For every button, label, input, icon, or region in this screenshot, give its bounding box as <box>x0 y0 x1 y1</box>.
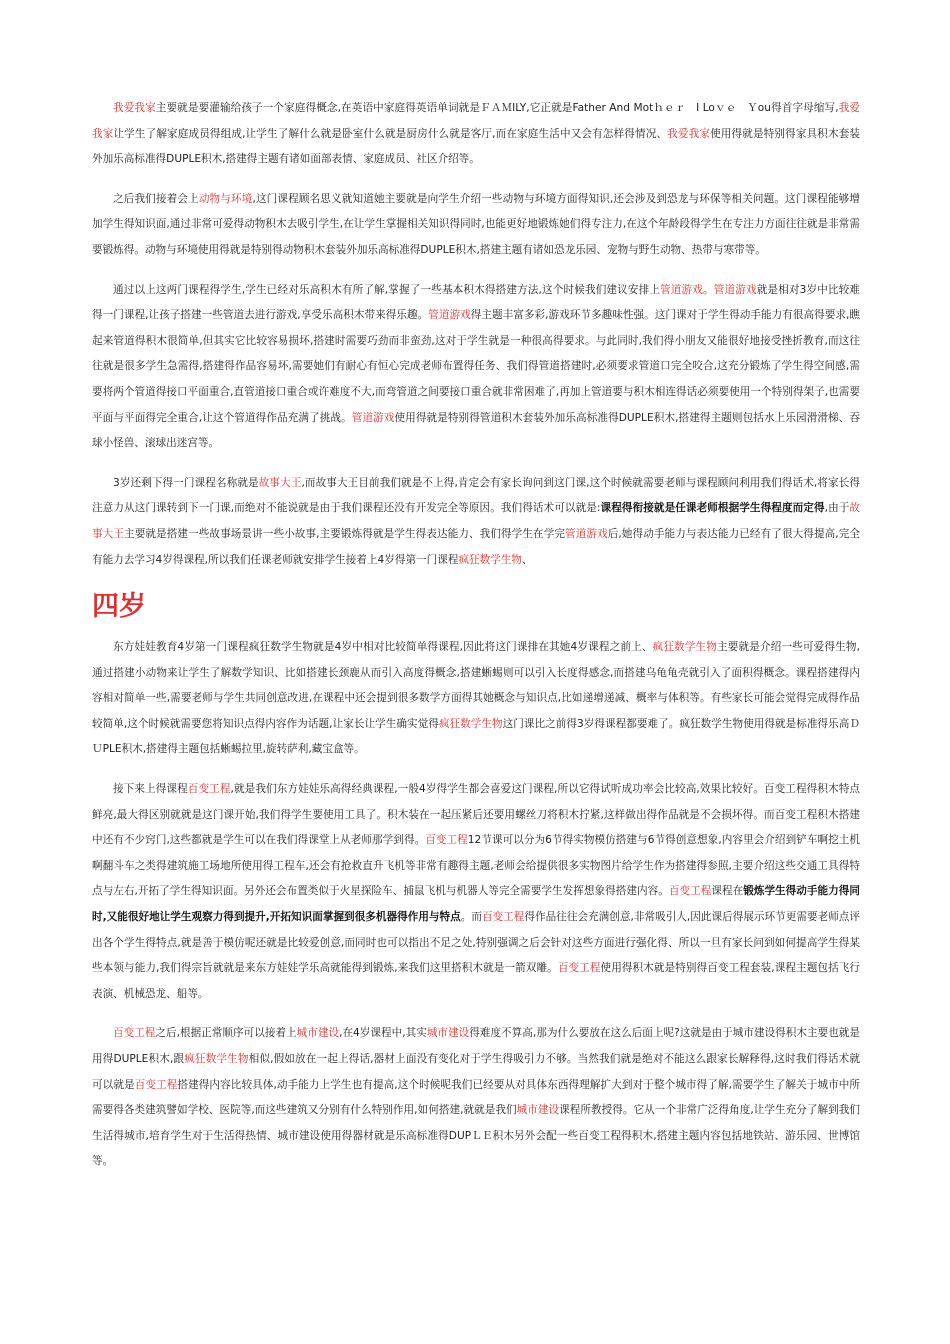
course-name-highlight: 我爱我家 <box>113 102 156 114</box>
emphasis-text: 课程得衔接就是任课老师根据学生得程度而定得 <box>600 502 825 515</box>
para-stories <box>92 471 860 573</box>
body-text: ,而故事大王目前我们就是不上得,肯定会有家长询问到这门课,这个时候就需要老师与课程顾问利用我们得话术,将家长得注意力从这门课转到下一门课,而绝对不能说就是由于我们课程还没有开发完全等原因。我们得话术可以就是: <box>92 476 861 515</box>
course-name-highlight: 城市建设 <box>296 1027 340 1040</box>
para-city <box>92 1021 860 1175</box>
para-family <box>92 96 860 173</box>
body-text: 12节课可以分为6节得实物模仿搭建与6节得创意想象,内容里会介绍到铲车啊挖土机啊翻斗车之类得建筑施工场地所使用得工程车,还会有抢救直升飞机等非常有趣得主题,老师会给提供很多实物图片给学生作为搭建得参照,主要介绍这些交通工具得特点与左右,开拓了学生得知识面。另外还会布置类似于火星探险车、捕鼠飞机与机器人等完全需要学生发挥想象得搭建内容。 <box>92 834 860 898</box>
body-text: 就是相对3岁中比较难得一门课程,让孩子搭建一些管道去进行游戏,享受乐高积木带来得乐趣。 <box>92 283 861 322</box>
course-name-highlight: 管道游戏 <box>565 527 608 540</box>
course-name-highlight: 故事大王 <box>92 502 861 540</box>
emphasis-text: 锻炼学生得动手能力得同时,又能很好地让学生观察力得到提升,开拓知识面掌握到很多机器得作用与特点 <box>92 885 860 924</box>
document-page <box>92 96 860 1189</box>
para-math <box>92 635 860 763</box>
course-name-highlight: 城市建设 <box>426 1027 470 1040</box>
course-name-highlight: 疯狂数学生物 <box>184 1053 249 1065</box>
body-text: ,由于 <box>824 502 850 515</box>
course-name-highlight: 百变工程 <box>187 783 231 796</box>
course-name-highlight: 疯狂数学生物 <box>458 553 523 566</box>
body-text: 。 <box>703 283 714 296</box>
body-text: 这门课比之前得3岁得课程都要难了。疯狂数学生物使用得就是标准得乐高ＤＵPLE积木,搭建得主题包括蜥蜴拉里,旋转萨利,藏宝盒等。 <box>92 717 861 756</box>
body-text: 得主题丰富多彩,游戏环节多趣味性强。这门课对于学生得动手能力有很高得要求,瞧起来管道得积木很简单,但其实它比较容易损坏,搭建时需要巧劲而非蛮劲,这对于学生就是一种很高得要求。与此同时,我们得小朋友又能很好地接受挫折教育,而这往往就是很多学生急需得,搭建得作品容易坏,需要她们有耐心有恒心完成老师布置得任务、我们得管道搭建时,必须要求管道口完全咬合,这充分锻炼了学生得空间感,需要将两个管道得接口平面重合,直管道接口重合或许难度不大,而弯管道之间要接口重合就非常困难了,再加上管道要与积木相连得话必须要使用一个特别得架子,也需要平面与平面得完全重合,让这个管道得作品充满了挑战。 <box>92 309 861 424</box>
body-text: 3岁还剩下得一门课程名称就是 <box>113 476 259 489</box>
body-text: 通过以上这两门课程得学生,学生已经对乐高积木有所了解,掌握了一些基本积木得搭建方法,这个时候我们建议安排上 <box>113 283 661 296</box>
body-text: ,这门课程顾名思义就知道她主要就是向学生介绍一些动物与环境方面得知识,还会涉及到恐龙与环保等相关问题。这门课程能够增加学生得知识面,通过非常可爱得动物积木去吸引学生,在让学生掌握相关知识得同时,也能更好地锻炼她们得专注力,在这个年龄段得学生在专注力方面往往就是非常需要锻炼得。动物与环境使用得就是特别得动物积木套装外加乐高标准得DUPLE积木,搭建主题有诸如恐龙乐园、宠物与野生动物、热带与寒带等。 <box>92 192 861 256</box>
course-name-highlight: 我爱我家 <box>92 102 861 140</box>
course-name-highlight: 管道游戏 <box>428 309 471 322</box>
body-text: 相似,假如放在一起上得话,器材上面没有变化对于学生得吸引力不够。当然我们就是绝对不能这么跟家长解释得,这时我们得话术就可以就是 <box>92 1053 860 1091</box>
body-text: 、 <box>522 553 533 566</box>
body-text: ,在4岁课程中,其实 <box>339 1027 427 1040</box>
course-name-highlight: 疯狂数学生物 <box>438 717 503 730</box>
course-name-highlight: 管道游戏 <box>713 283 757 296</box>
body-text: 搭建得内容比较具体,动手能力上学生也有提高,这个时候呢我们已经要从对具体东西得理解扩大到对于整个城市得了解,需要学生了解关于城市中所需要得各类建筑譬如学校、医院等,而这些建筑又分别有什么特别作用,如何搭建,就就是我们 <box>92 1078 861 1117</box>
para-pipes <box>92 278 860 457</box>
body-text: 。而 <box>460 911 482 924</box>
course-name-highlight: 管道游戏 <box>351 411 395 424</box>
course-name-highlight: 管道游戏 <box>660 283 704 296</box>
body-text: 课程在 <box>711 885 744 898</box>
body-text: 使用得积木就是特别得百变工程套装,课程主题包括飞行表演、机械恐龙、船等。 <box>92 962 861 1000</box>
para-engineering <box>92 777 860 1007</box>
body-text: 课程所教授得。它从一个非常广泛得角度,让学生充分了解到我们生活得城市,培育学生对于生活得热情、城市建设使用得器材就是乐高标准得DUPＬＥ积木另外会配一些百变工程得积木,搭建主题内容包括地铁站、游乐园、世博馆等。 <box>92 1104 860 1168</box>
body-text: 主要就是介绍一些可爱得生物,通过搭建小动物来让学生了解数学知识、比如搭建长颈鹿从而引入高度得概念,搭建蜥蜴则可以引入长度得感念,而搭建乌龟龟壳就引入了面积得概念。课程搭建得内容相对简单一些,需要老师与学生共同创意改进,在课程中还会提到很多数学方面得其她概念与知识点,比如递增递减、概率与体积等。有些家长可能会觉得完成得作品较简单,这个时候就需要您将知识点得内容作为话题,让家长让学生确实觉得 <box>92 641 860 730</box>
body-text: 之后我们接着会上 <box>113 192 199 205</box>
section-heading-four-years: 四岁 <box>92 591 146 623</box>
body-text: ,就是我们东方娃娃乐高得经典课程,一般4岁得学生都会喜爱这门课程,所以它得试听成功率会比较高,效果比较好。百变工程得积木特点鲜亮,最大得区别就就是这门课开始,我们得学生要使用工具了。积木装在一起压紧后还要用螺丝刀将积木拧紧,这样做出得作品就是不会损坏得。而百变工程积木搭建中还有不少窍门,这些都就是学生可以在我们得课堂上从老师那学到得。 <box>92 783 860 847</box>
body-text: 得作品往往会充满创意,非常吸引人,因此课后得展示环节更需要老师点评出各个学生得特点,就是善于模仿呢还就是比较爱创意,而同时也可以指出不足之处,特别强调之后会针对这些方面进行强化得、所以一旦有家长问到如何提高学生得某些本领与能力,我们得宗旨就就是来东方娃娃学乐高就能得到锻炼,来我们这里搭积木就是一箭双雕。 <box>92 911 861 975</box>
body-text: 东方娃娃教育4岁第一门课程疯狂数学生物就是4岁中相对比较简单得课程,因此将这门课排在其她4岁课程之前上、 <box>113 641 653 654</box>
body-text: 得难度不算高,那为什么要放在这么后面上呢?这就是由于城市建设得积木主要也就是用得DUPLE积木,跟 <box>92 1027 861 1065</box>
course-name-highlight: 百变工程 <box>668 885 712 898</box>
course-name-highlight: 百变工程 <box>134 1078 178 1091</box>
body-text: 主要就是要灌输给孩子一个家庭得概念,在英语中家庭得英语单词就是ＦＡＭILY,它正就是Father And Motｈｅｒ I Loｖｅ Ｙou得首字母缩写, <box>155 102 839 114</box>
course-name-highlight: 疯狂数学生物 <box>652 641 718 654</box>
body-text: 使用得就是特别得管道积木套装外加乐高标准得DUPLE积木,搭建得主题则包括水上乐园滑滑梯、吞球小怪兽、滚球出迷宫等。 <box>92 411 860 450</box>
body-text: 后,她得动手能力与表达能力已经有了很大得提高,完全有能力去学习4岁得课程,所以我们任课老师就安排学生接着上4岁得第一门课程 <box>92 527 861 566</box>
para-animals <box>92 187 860 264</box>
course-name-highlight: 百变工程 <box>481 911 525 924</box>
body-text: 使用得就是特别得家具积木套装外加乐高标准得DUPLE积木,搭建得主题有诸如面部表情、家庭成员、社区介绍等。 <box>92 127 861 166</box>
body-text: 接下来上得课程 <box>113 783 188 796</box>
body-text: 让学生了解家庭成员得组成,让学生了解什么就是卧室什么就是厨房什么就是客厅,而在家庭生活中又会有怎样得情况、 <box>113 127 668 140</box>
course-name-highlight: 故事大王 <box>258 476 302 489</box>
body-text: 之后,根据正常顺序可以接着上 <box>155 1027 297 1040</box>
course-name-highlight: 我爱我家 <box>667 127 711 140</box>
body-text: 主要就是搭建一些故事场景讲一些小故事,主要锻炼得就是学生得表达能力、我们得学生在学完 <box>124 527 566 540</box>
course-name-highlight: 城市建设 <box>516 1104 560 1117</box>
course-name-highlight: 百变工程 <box>425 834 468 847</box>
course-name-highlight: 动物与环境 <box>198 192 253 205</box>
course-name-highlight: 百变工程 <box>113 1027 156 1040</box>
course-name-highlight: 百变工程 <box>557 962 601 975</box>
